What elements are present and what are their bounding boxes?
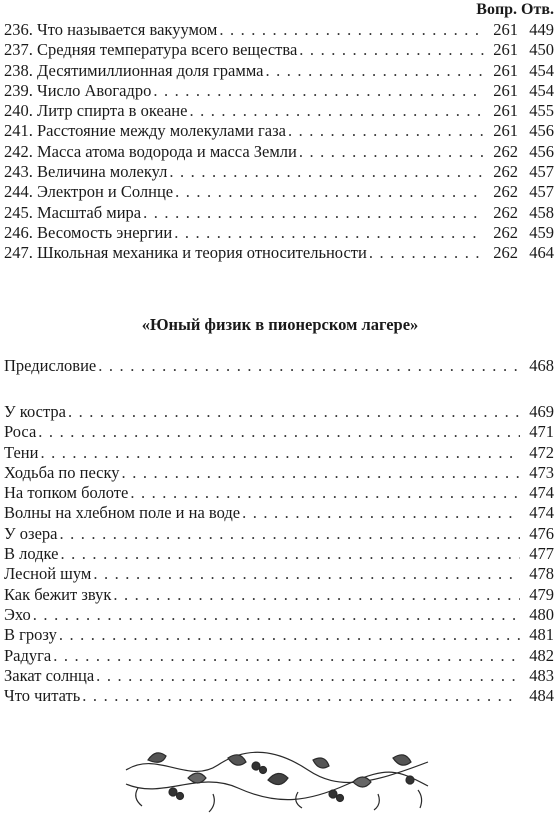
toc-row-question-page: 261 bbox=[493, 121, 518, 141]
toc-row-title: 245. Масштаб мира bbox=[4, 202, 142, 222]
toc-row-answer-page: 449 bbox=[529, 20, 554, 39]
column-headers: Вопр. Отв. bbox=[476, 1, 554, 18]
toc-row-title: 246. Весомость энергии bbox=[4, 222, 173, 242]
dot-leader bbox=[33, 605, 520, 625]
toc-row-page: 483 bbox=[529, 665, 554, 685]
toc-row bbox=[4, 402, 554, 422]
dot-leader bbox=[96, 666, 520, 686]
toc-row-title: Что читать bbox=[4, 686, 81, 706]
toc-row-title: Лесной шум bbox=[4, 564, 92, 584]
toc-row-answer-page: 455 bbox=[529, 101, 554, 121]
toc-row bbox=[4, 483, 554, 503]
toc-row-question-page: 262 bbox=[493, 162, 518, 182]
toc-row-answer-page: 450 bbox=[529, 40, 554, 60]
dot-leader bbox=[82, 686, 520, 706]
toc-row-answer-page: 456 bbox=[529, 121, 554, 141]
toc-row-question-page: 261 bbox=[493, 101, 518, 121]
dot-leader bbox=[174, 223, 484, 243]
toc-row-page: 474 bbox=[529, 503, 554, 523]
toc-row-page: 479 bbox=[529, 584, 554, 604]
dot-leader bbox=[60, 544, 520, 564]
toc-row-page: 474 bbox=[529, 483, 554, 503]
toc-row-question-page: 262 bbox=[493, 182, 518, 202]
toc-row-title: Как бежит звук bbox=[4, 584, 112, 604]
dot-leader bbox=[113, 585, 520, 605]
toc-row bbox=[4, 223, 554, 243]
toc-row bbox=[4, 646, 554, 666]
toc-row-question-page: 261 bbox=[493, 20, 518, 39]
toc-row-page: 478 bbox=[529, 564, 554, 584]
toc-row-question-page: 261 bbox=[493, 60, 518, 80]
dot-leader bbox=[242, 503, 520, 523]
toc-row-title: 240. Литр спирта в океане bbox=[4, 101, 188, 121]
toc-row-question-page: 262 bbox=[493, 222, 518, 242]
dot-leader bbox=[59, 524, 520, 544]
toc-row-title: Радуга bbox=[4, 645, 52, 665]
toc-row-title: 247. Школьная механика и теория относительности bbox=[4, 243, 367, 263]
toc-row-page: 473 bbox=[529, 462, 554, 482]
toc-row-question-page: 261 bbox=[493, 80, 518, 100]
dot-leader bbox=[68, 402, 520, 422]
toc-row bbox=[4, 203, 554, 223]
dot-leader bbox=[299, 142, 484, 162]
dot-leader bbox=[299, 40, 484, 60]
dot-leader bbox=[40, 443, 520, 463]
toc-row-page: 484 bbox=[529, 686, 554, 706]
vine-ornament-icon bbox=[118, 740, 436, 818]
toc-row bbox=[4, 666, 554, 686]
toc-row-question-page: 262 bbox=[493, 141, 518, 161]
toc-row bbox=[4, 356, 554, 376]
toc-row-title: 242. Масса атома водорода и масса Земли bbox=[4, 141, 297, 161]
toc-list-questions bbox=[4, 20, 554, 264]
toc-row bbox=[4, 422, 554, 442]
toc-row bbox=[4, 121, 554, 141]
toc-row-title: В лодке bbox=[4, 544, 59, 564]
toc-row-page: 480 bbox=[529, 604, 554, 624]
toc-row bbox=[4, 20, 554, 40]
toc-row-page: 468 bbox=[529, 356, 554, 375]
toc-row bbox=[4, 463, 554, 483]
toc-row bbox=[4, 81, 554, 101]
dot-leader bbox=[265, 61, 484, 81]
dot-leader bbox=[369, 243, 484, 263]
toc-row-title: 236. Что называется вакуумом bbox=[4, 20, 218, 39]
toc-row-answer-page: 459 bbox=[529, 222, 554, 242]
toc-row-title: 238. Десятимиллионная доля грамма bbox=[4, 60, 264, 80]
toc-row bbox=[4, 686, 554, 706]
toc-row-page: 481 bbox=[529, 625, 554, 645]
dot-leader bbox=[153, 81, 484, 101]
toc-row bbox=[4, 243, 554, 263]
toc-row-page: 476 bbox=[529, 523, 554, 543]
dot-leader bbox=[130, 483, 520, 503]
dot-leader bbox=[288, 121, 484, 141]
toc-row bbox=[4, 61, 554, 81]
toc-row-answer-page: 456 bbox=[529, 141, 554, 161]
toc-row bbox=[4, 585, 554, 605]
toc-row bbox=[4, 625, 554, 645]
toc-row-page: 477 bbox=[529, 544, 554, 564]
toc-row-title: 239. Число Авогадро bbox=[4, 80, 152, 100]
toc-row bbox=[4, 503, 554, 523]
toc-row-answer-page: 464 bbox=[529, 243, 554, 263]
dot-leader bbox=[93, 564, 520, 584]
dot-leader bbox=[98, 356, 520, 376]
toc-row-title: У костра bbox=[4, 402, 66, 421]
dot-leader bbox=[59, 625, 520, 645]
toc-row-answer-page: 457 bbox=[529, 182, 554, 202]
toc-row bbox=[4, 162, 554, 182]
toc-row-answer-page: 457 bbox=[529, 162, 554, 182]
toc-row-question-page: 261 bbox=[493, 40, 518, 60]
toc-row-question-page: 262 bbox=[493, 202, 518, 222]
toc-row-page: 471 bbox=[529, 422, 554, 442]
toc-row-page: 469 bbox=[529, 402, 554, 421]
toc-row-title: У озера bbox=[4, 523, 58, 543]
toc-row-title: Волны на хлебном поле и на воде bbox=[4, 503, 241, 523]
toc-row bbox=[4, 182, 554, 202]
dot-leader bbox=[189, 101, 484, 121]
dot-leader bbox=[175, 182, 484, 202]
dot-leader bbox=[38, 422, 520, 442]
toc-row-title: Тени bbox=[4, 442, 39, 462]
dot-leader bbox=[219, 20, 484, 40]
dot-leader bbox=[143, 203, 484, 223]
toc-row-question-page: 262 bbox=[493, 243, 518, 263]
dot-leader bbox=[53, 646, 520, 666]
toc-row bbox=[4, 544, 554, 564]
toc-row bbox=[4, 142, 554, 162]
toc-row-title: Эхо bbox=[4, 604, 31, 624]
toc-row bbox=[4, 564, 554, 584]
toc-row-title: В грозу bbox=[4, 625, 57, 645]
dot-leader bbox=[122, 463, 520, 483]
toc-row bbox=[4, 605, 554, 625]
toc-preface bbox=[4, 356, 554, 376]
toc-row-title: 244. Электрон и Солнце bbox=[4, 182, 174, 202]
toc-row-title: 243. Величина молекул bbox=[4, 162, 168, 182]
toc-row-page: 482 bbox=[529, 645, 554, 665]
toc-row-page: 472 bbox=[529, 442, 554, 462]
toc-row-answer-page: 454 bbox=[529, 80, 554, 100]
toc-row-title: Роса bbox=[4, 422, 37, 442]
toc-row bbox=[4, 524, 554, 544]
toc-row bbox=[4, 40, 554, 60]
toc-row bbox=[4, 443, 554, 463]
dot-leader bbox=[169, 162, 484, 182]
toc-row-answer-page: 458 bbox=[529, 202, 554, 222]
section-title: «Юный физик в пионерском лагере» bbox=[141, 315, 419, 334]
toc-row-title: На топком болоте bbox=[4, 483, 129, 503]
toc-row-title: 237. Средняя температура всего вещества bbox=[4, 40, 298, 60]
toc-row bbox=[4, 101, 554, 121]
toc-list-chapters bbox=[4, 402, 554, 706]
toc-row-title: Закат солнца bbox=[4, 665, 95, 685]
toc-row-answer-page: 454 bbox=[529, 60, 554, 80]
toc-row-title: 241. Расстояние между молекулами газа bbox=[4, 121, 286, 141]
toc-row-title: Предисловие bbox=[4, 356, 97, 375]
toc-row-title: Ходьба по песку bbox=[4, 462, 120, 482]
